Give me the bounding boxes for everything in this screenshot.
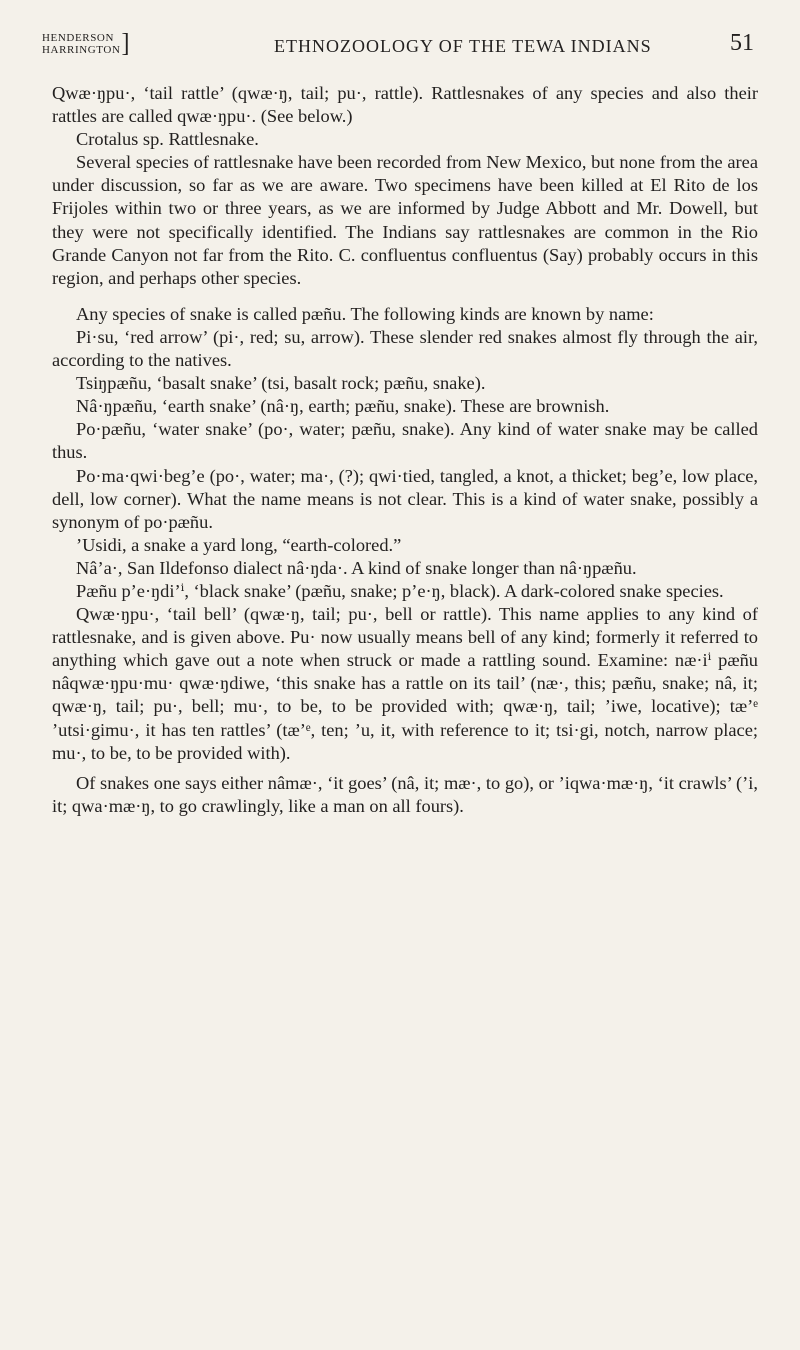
paragraph-p14: Of snakes one says either nâmæ·, ‘it goes’ (nâ, it; mæ·, to go), or ’iqwa·mæ·ŋ, ‘it crawls’ (’i, it; qwa·mæ·ŋ, to go crawlingly, like a man on all fours).: [52, 772, 758, 816]
paragraph-p12: Pæñu p’e·ŋdi’ⁱ, ‘black snake’ (pæñu, snake; p’e·ŋ, black). A dark-colored snake species.: [76, 580, 724, 601]
brace-glyph: ]: [121, 29, 131, 59]
paragraph-p2: Crotalus sp. Rattlesnake.: [76, 129, 259, 150]
body-text: [52, 82, 758, 818]
paragraph-p13: Qwæ·ŋpu·, ‘tail bell’ (qwæ·ŋ, tail; pu·, bell or rattle). This name applies to any kind of rattlesnake, and is given above. Pu· now usually means bell of any kind; formerly it referred to anything which gave out a note when struck or made a rattling sound. Examine: næ·iⁱ pæñu nâqwæ·ŋpu·mu· qwæ·ŋdiwe, ‘this snake has a rattle on its tail’ (næ·, this; pæñu, snake; nâ, it; qwæ·ŋ, tail; pu·, bell; mu·, to be, to be provided with; qwæ·ŋ, tail; ’iwe, locative); tæ’ᵉ ’utsi·gimu·, it has ten rattles’ (tæ’ᵉ, ten; ’u, it, with reference to it; tsi·gi, notch, narrow place; mu·, to be, to be provided with).: [52, 604, 758, 763]
author-name-1: HENDERSON: [42, 32, 115, 44]
paragraph-p4: Any species of snake is called pæñu. The following kinds are known by name:: [76, 303, 654, 324]
page-number: 51: [730, 30, 754, 56]
paragraph-p3: Several species of rattlesnake have been recorded from New Mexico, but none from the area under discussion, so far as we are aware. Two specimens have been killed at El Rito de los Frijoles within two or three years, as we are informed by Judge Abbott and Mr. Dowell, but they were not specifically identified. The Indians say rattlesnakes are common in the Rio Grande Canyon not far from the Rito. C. confluentus confluentus (Say) probably occurs in this region, and perhaps other species.: [52, 152, 758, 288]
page-header: [42, 30, 754, 66]
paragraph-p1: Qwæ·ŋpu·, ‘tail rattle’ (qwæ·ŋ, tail; pu·, rattle). Rattlesnakes of any species and also their rattles are called qwæ·ŋpu·. (See below.): [52, 83, 758, 127]
author-names: [42, 32, 121, 56]
paragraph-p9: Po·ma·qwi·beg’e (po·, water; ma·, (?); qwi·tied, tangled, a knot, a thicket; beg’e, low place, dell, low corner). What the name means is not clear. This is a kind of water snake, possibly a synonym of po·pæñu.: [52, 465, 758, 532]
paragraph-p10: ’Usidi, a snake a yard long, “earth-colored.”: [76, 534, 402, 555]
running-title: ETHNOZOOLOGY OF THE TEWA INDIANS: [274, 36, 652, 56]
paragraph-p11: Nâ’a·, San Ildefonso dialect nâ·ŋda·. A kind of snake longer than nâ·ŋpæñu.: [76, 557, 637, 578]
paragraph-p5: Pi·su, ‘red arrow’ (pi·, red; su, arrow). These slender red snakes almost fly through the air, according to the natives.: [52, 326, 758, 371]
paragraph-p7: Nâ·ŋpæñu, ‘earth snake’ (nâ·ŋ, earth; pæñu, snake). These are brownish.: [76, 396, 610, 417]
paragraph-p8: Po·pæñu, ‘water snake’ (po·, water; pæñu, snake). Any kind of water snake may be called thus.: [52, 419, 758, 463]
author-block: [42, 29, 131, 59]
paragraph-p6: Tsiŋpæñu, ‘basalt snake’ (tsi, basalt rock; pæñu, snake).: [76, 373, 486, 394]
author-name-2: HARRINGTON: [42, 44, 121, 56]
